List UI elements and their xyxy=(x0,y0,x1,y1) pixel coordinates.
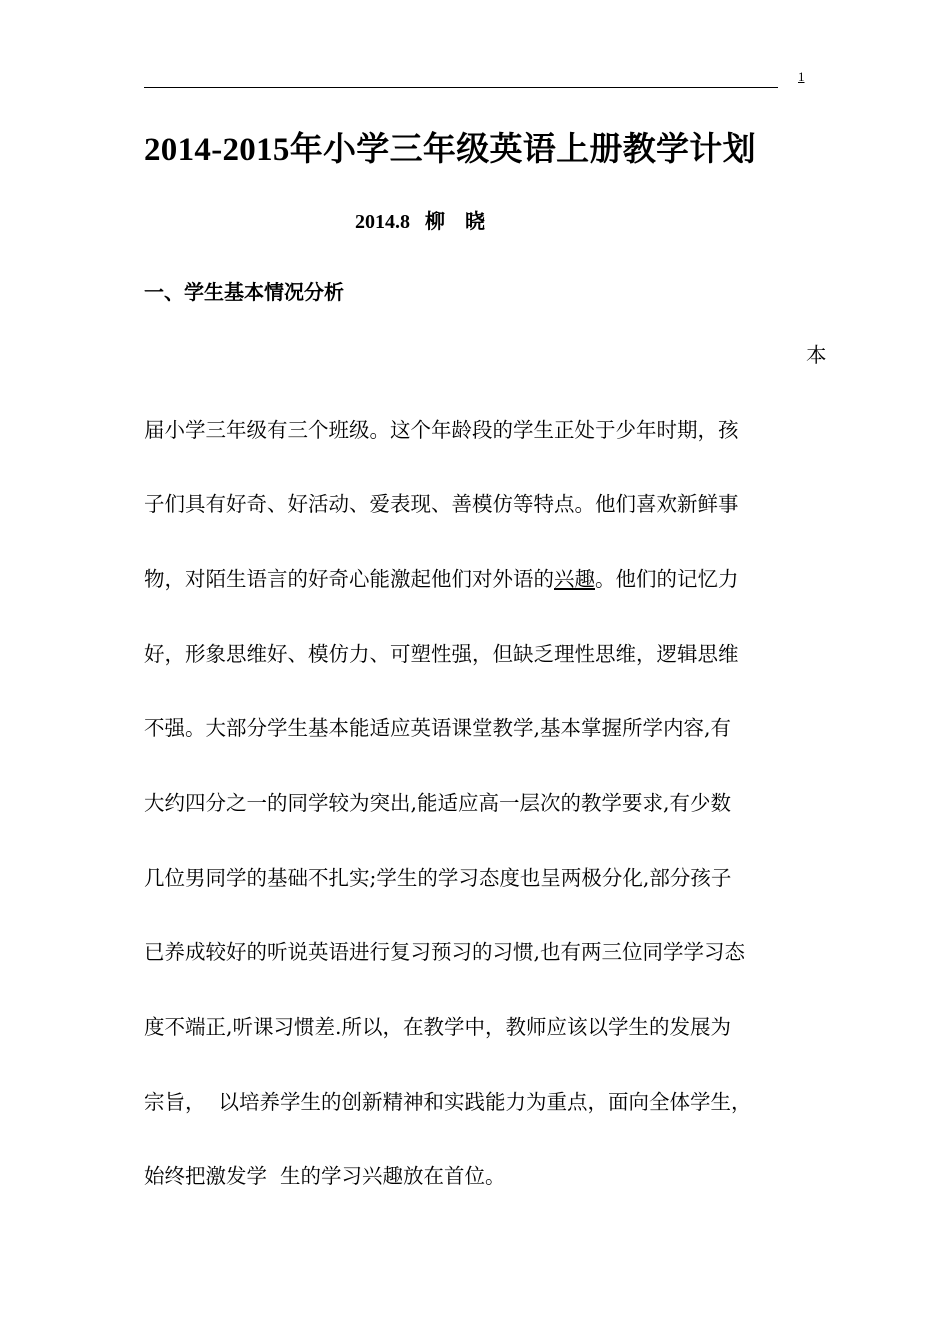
paragraph-line: 大约四分之一的同学较为突出,能适应高一层次的教学要求,有少数 xyxy=(144,791,732,815)
paragraph-line: 届小学三年级有三个班级。这个年龄段的学生正处于少年时期，孩 xyxy=(144,418,739,442)
paragraph-line xyxy=(144,490,739,519)
line-text: 子们具有好奇、好 xyxy=(144,492,308,516)
paragraph-line: 好，形象思维好、模仿力、可塑性强，但缺乏理性思维，逻辑思维 xyxy=(144,642,739,666)
paragraph-line: 宗旨， 以培养学生的创新精神和实践能力为重点，面向全体学生， xyxy=(144,1090,752,1114)
paragraph-line: 不强。大部分学生基本能适应英语课堂教学,基本掌握所学内容,有 xyxy=(144,716,732,740)
line-text: 。他们的记忆力 xyxy=(595,567,739,591)
line-text: 、爱表现、善模仿等特点。他们喜欢新鲜事 xyxy=(349,492,739,516)
paragraph-line: 始终把激发学 生的学习兴趣放在首位。 xyxy=(144,1164,506,1188)
document-date-author: 2014.8 柳 晓 xyxy=(355,211,485,233)
paragraph-line xyxy=(144,565,739,593)
header-rule xyxy=(144,87,778,88)
paragraph-line: 已养成较好的听说英语进行复习预习的习惯,也有两三位同学学习态 xyxy=(144,940,746,964)
paragraph-line: 本 xyxy=(806,343,827,367)
section-heading: 一、学生基本情况分析 xyxy=(144,282,344,304)
paragraph-line: 几位男同学的基础不扎实;学生的学习态度也呈两极分化,部分孩子 xyxy=(144,866,732,890)
page-number: 1 xyxy=(798,69,805,84)
document-title: 2014-2015年小学三年级英语上册教学计划 xyxy=(144,132,756,168)
underlined-link[interactable]: 兴趣 xyxy=(554,567,595,591)
paragraph-line: 度不端正,听课习惯差.所以，在教学中，教师应该以学生的发展为 xyxy=(144,1015,732,1039)
emphasized-word: 活动 xyxy=(308,493,349,516)
line-text: 物，对陌生语言的好奇心能激起他们对外语的 xyxy=(144,567,554,591)
